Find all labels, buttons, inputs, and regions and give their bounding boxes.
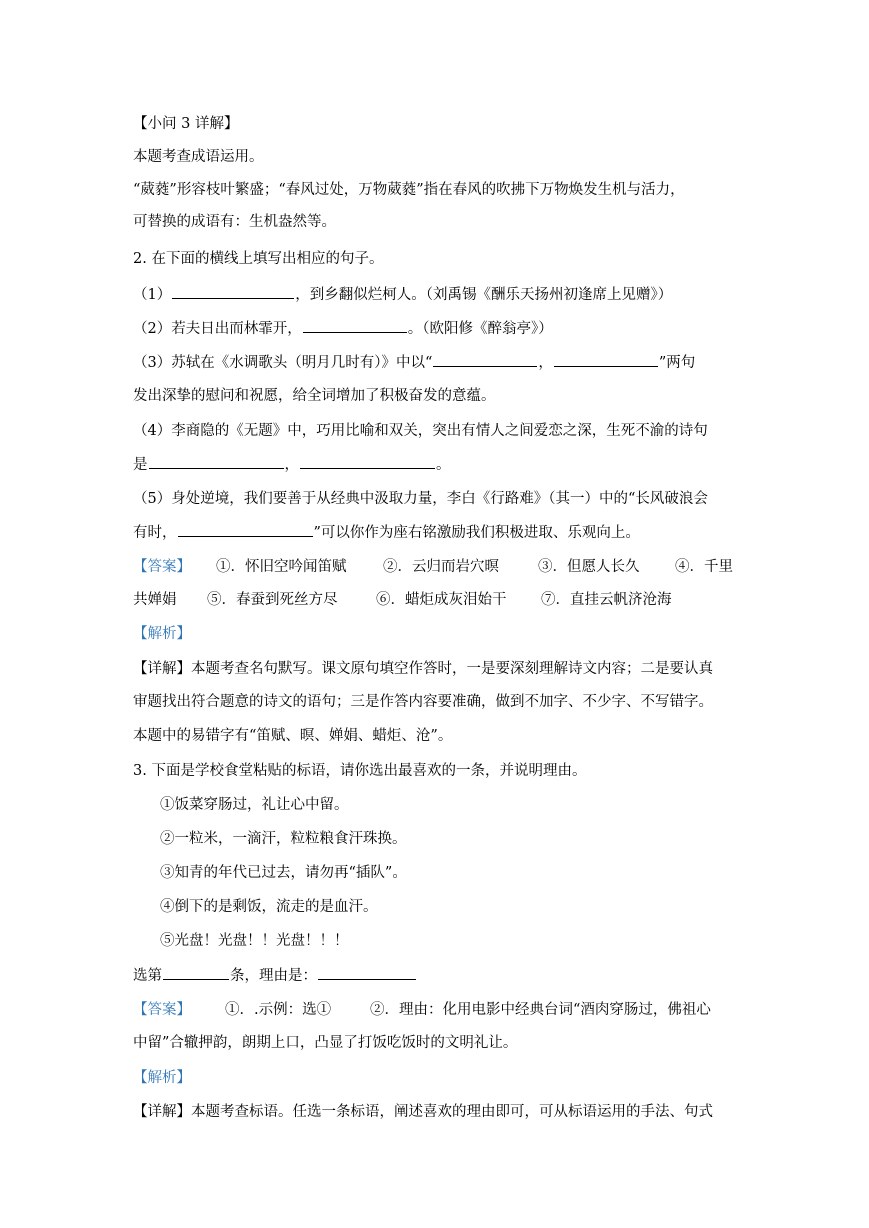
q2-answer-3: ③．但愿人长久 [538, 559, 640, 575]
q3-slogan-5: ⑤光盘！光盘！！光盘！！！ [160, 933, 349, 949]
q2-title: 2. 在下面的横线上填写出相应的句子。 [133, 251, 384, 267]
q2-item-5-line1: （5）身处逆境，我们要善于从经典中汲取力量，李白《行路难》（其一）中的“长风破浪会 [133, 491, 708, 507]
q2-item3-prefix: （3）苏轼在《水调歌头（明月几时有）》中以“ [133, 355, 433, 371]
q2-item1-prefix: （1） [133, 287, 172, 303]
q3-answer-1: ①．.示例：选① [225, 1002, 332, 1018]
q2-item4-mid: ， [284, 457, 299, 473]
q2-answer-label: 【答案】 [133, 559, 191, 575]
fill-blank-4 [554, 352, 658, 367]
fill-blank-reason [318, 965, 416, 980]
q1-3-intro: 本题考查成语运用。 [133, 149, 264, 165]
fill-blank-7 [178, 522, 313, 537]
q2-answer-2: ②．云归而岩穴暝 [383, 559, 499, 575]
q2-item3-mid: ， [538, 355, 553, 371]
q2-answer-1: ①．怀旧空吟闻笛赋 [216, 559, 347, 575]
q3-analysis-label: 【解析】 [133, 1070, 191, 1086]
q2-answer-7: ⑦．直挂云帆济沧海 [541, 592, 672, 608]
q2-item-4-line2 [133, 454, 743, 475]
fill-blank-6 [300, 454, 435, 469]
q3-answer-2: ②．理由：化用电影中经典台词“酒肉穿肠过，佛祖心 [370, 1002, 711, 1018]
q3-slogan-3: ③知青的年代已过去，请勿再“插队”。 [160, 865, 407, 881]
q1-3-heading: 【小问 3 详解】 [133, 116, 239, 132]
q2-item5-suffix: ”可以你作为座右铭激励我们积极进取、乐观向上。 [313, 525, 640, 541]
q2-answer-4-cont: 共婵娟 [133, 592, 177, 608]
q2-answer-line1 [133, 557, 743, 577]
q2-item4-suffix: 。 [436, 457, 451, 473]
q2-item-4-line1: （4）李商隐的《无题》中，巧用比喻和双关，突出有情人之间爱恋之深，生死不渝的诗句 [133, 423, 708, 439]
fill-blank-choice [163, 965, 229, 980]
q1-3-explanation-line2: 可替换的成语有：生机盎然等。 [133, 214, 336, 230]
q2-item1-suffix: ，到乡翻似烂柯人。（刘禹锡《酬乐天扬州初逢席上见赠》） [295, 287, 673, 303]
q3-title: 3. 下面是学校食堂粘贴的标语，请你选出最喜欢的一条，并说明理由。 [133, 763, 587, 779]
q2-item3-suffix: ”两句 [658, 355, 696, 371]
q2-analysis-label: 【解析】 [133, 626, 191, 642]
fill-blank-2 [303, 318, 407, 333]
q2-item-3-line1 [133, 352, 743, 373]
q1-3-explanation-line1: “葳蕤”形容枝叶繁盛；“春风过处，万物葳蕤”指在春风的吹拂下万物焕发生机与活力， [133, 182, 685, 198]
q3-answer-label: 【答案】 [133, 1002, 191, 1018]
q2-item5-prefix: 有时， [133, 525, 177, 541]
fill-blank-5 [149, 454, 284, 469]
q3-choice-mid: 条，理由是： [230, 968, 317, 984]
q3-answer-line1 [133, 1000, 743, 1020]
fill-blank-3 [433, 352, 537, 367]
q3-choice-prefix: 选第 [133, 968, 162, 984]
q3-slogan-2: ②一粒米，一滴汗，粒粒粮食汗珠换。 [160, 831, 407, 847]
q2-answer-5: ⑤．春蚕到死丝方尽 [207, 592, 338, 608]
q2-answer-line2 [133, 590, 743, 610]
q2-answer-4: ④．千里 [675, 559, 733, 575]
q2-detail-line1: 【详解】本题考查名句默写。课文原句填空作答时，一是要深刻理解诗文内容；二是要认真 [133, 661, 713, 677]
q2-item4-prefix: 是 [133, 457, 148, 473]
q2-item2-suffix: 。（欧阳修《醉翁亭》） [407, 321, 553, 337]
fill-blank-1 [172, 284, 294, 299]
q3-answer-line2: 中留”合辙押韵，朗期上口，凸显了打饭吃饭时的文明礼让。 [133, 1035, 518, 1051]
q3-slogan-4: ④倒下的是剩饭，流走的是血汗。 [160, 899, 378, 915]
q2-item-5-line2 [133, 522, 743, 543]
q2-item-1 [133, 284, 743, 305]
q2-answer-6: ⑥．蜡炬成灰泪始干 [376, 592, 507, 608]
q3-slogan-1: ①饭菜穿肠过，礼让心中留。 [160, 797, 349, 813]
q2-detail-line3: 本题中的易错字有“笛赋、暝、婵娟、蜡炬、沧”。 [133, 728, 453, 744]
q2-item2-prefix: （2）若夫日出而林霏开， [133, 321, 302, 337]
q2-item-3-line2: 发出深挚的慰问和祝愿，给全词增加了积极奋发的意蕴。 [133, 388, 496, 404]
q2-item-2 [133, 318, 743, 339]
q3-detail-line1: 【详解】本题考查标语。任选一条标语，阐述喜欢的理由即可，可从标语运用的手法、句式 [133, 1104, 713, 1120]
q2-detail-line2: 审题找出符合题意的诗文的语句；三是作答内容要准确，做到不加字、不少字、不写错字。 [133, 694, 713, 710]
q3-choice-line [133, 965, 743, 986]
